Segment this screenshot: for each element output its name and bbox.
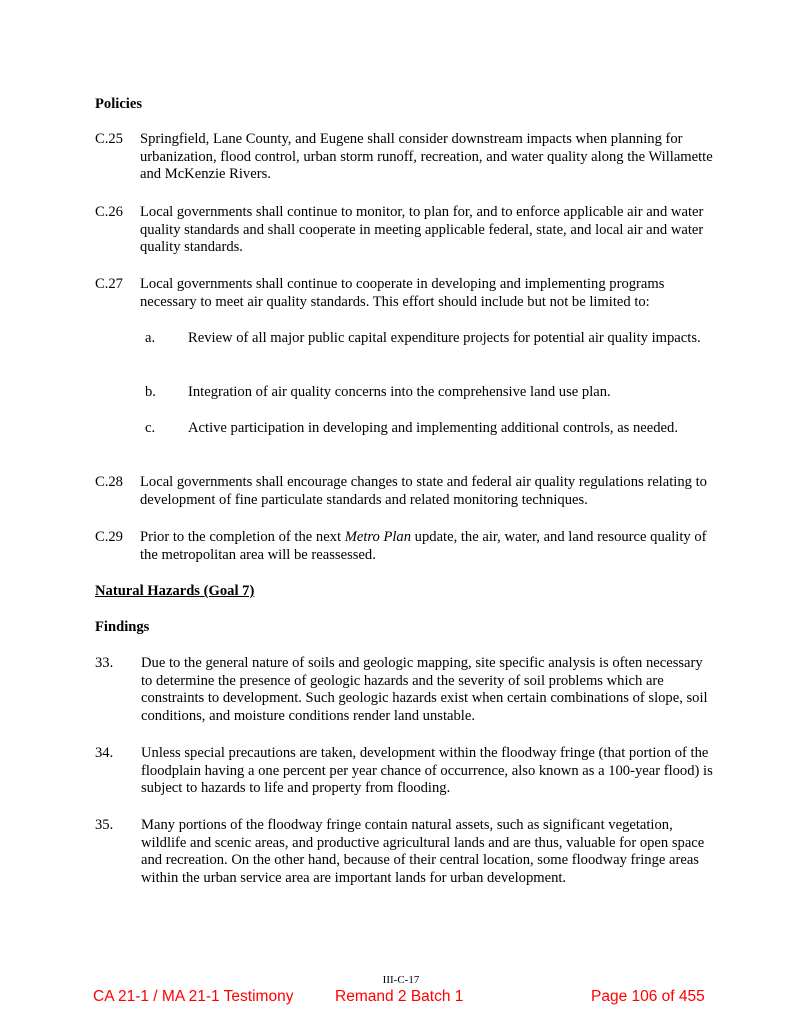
- subitem-letter: a.: [145, 330, 156, 346]
- policy-text: [140, 529, 715, 564]
- policy-number: C.27: [95, 276, 123, 292]
- policies-heading: Policies: [95, 96, 143, 112]
- page-number: III-C-17: [382, 974, 420, 986]
- finding-number: 34.: [95, 745, 114, 761]
- policy-text: Springfield, Lane County, and Eugene shall consider downstream impacts when planning for urbanization, flood control, urban storm runoff, recreation, and water quality along the Willamette and McKenzie Rivers.: [140, 131, 713, 182]
- footer-left-label: CA 21-1 / MA 21-1 Testimony: [93, 988, 294, 1005]
- metro-plan-title: Metro Plan: [344, 529, 412, 545]
- policy-text-before: Prior to the completion of the next: [140, 529, 345, 545]
- policy-number: C.29: [95, 529, 123, 545]
- footer-center-label: Remand 2 Batch 1: [335, 988, 464, 1005]
- footer-right-label: Page 106 of 455: [591, 988, 705, 1005]
- subitem-text: Review of all major public capital expenditure projects for potential air quality impacts.: [188, 330, 701, 346]
- policy-number: C.25: [95, 131, 123, 147]
- policy-text: Local governments shall continue to cooperate in developing and implementing programs necessary to meet air quality standards. This effort should include but not be limited to:: [140, 276, 665, 310]
- finding-text: Unless special precautions are taken, development within the floodway fringe (that portion of the floodplain having a one percent per year chance of occurrence, also known as a 100-year flood) is subject to hazards to life and property from flooding.: [141, 745, 713, 796]
- subitem-letter: c.: [145, 420, 156, 436]
- finding-text: Many portions of the floodway fringe contain natural assets, such as significant vegetation, wildlife and scenic areas, and productive agricultural lands and are thus, valuable for open space and recreation. On the other hand, because of their central location, some floodway fringe areas within the urban service area are important lands for urban development.: [141, 817, 705, 886]
- policy-text: Local governments shall continue to monitor, to plan for, and to enforce applicable air and water quality standards and shall cooperate in meeting applicable federal, state, and local air and water quality standards.: [140, 204, 704, 255]
- policy-text-after: update, the air, water, and land resource quality of the metropolitan area will be reassessed.: [140, 529, 707, 563]
- findings-heading: Findings: [95, 619, 150, 635]
- subitem-text: Integration of air quality concerns into the comprehensive land use plan.: [188, 384, 611, 400]
- policy-text: Local governments shall encourage changes to state and federal air quality regulations relating to development of fine particulate standards and related monitoring techniques.: [140, 474, 707, 508]
- finding-text: Due to the general nature of soils and geologic mapping, site specific analysis is often necessary to determine the presence of geologic hazards and the severity of soil problems which are constraints to development. Such geologic hazards exist when certain combinations of slope, soil conditions, and moisture conditions render land unstable.: [141, 655, 708, 724]
- natural-hazards-heading: Natural Hazards (Goal 7): [95, 583, 255, 599]
- policy-number: C.26: [95, 204, 123, 220]
- subitem-letter: b.: [145, 384, 156, 400]
- finding-number: 35.: [95, 817, 114, 833]
- finding-number: 33.: [95, 655, 114, 671]
- subitem-text: Active participation in developing and implementing additional controls, as needed.: [188, 420, 678, 436]
- policy-number: C.28: [95, 474, 123, 490]
